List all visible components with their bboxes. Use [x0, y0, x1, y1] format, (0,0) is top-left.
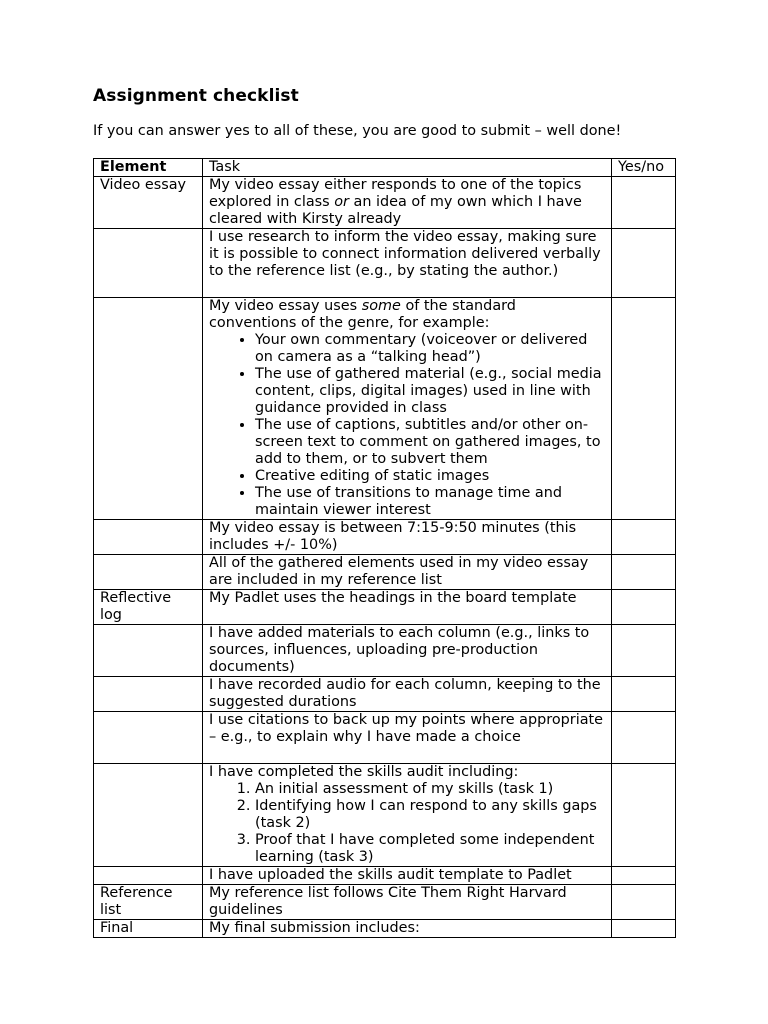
- table-row: [94, 298, 676, 520]
- document-title: Assignment checklist: [93, 86, 299, 106]
- task-cell: I have uploaded the skills audit template to Padlet: [203, 867, 612, 885]
- yesno-cell: [612, 677, 676, 712]
- list-item: • Your own commentary (voiceover or delivered on camera as a “talking head”): [255, 332, 605, 366]
- list-item: 3. Proof that I have completed some independent learning (task 3): [255, 832, 605, 866]
- element-cell: [94, 677, 203, 712]
- table-row: [94, 555, 676, 590]
- task-cell: [203, 764, 612, 867]
- task-cell: I use citations to back up my points where appropriate – e.g., to explain why I have made a choice: [203, 712, 612, 764]
- table-row: [94, 229, 676, 298]
- list-item: • Creative editing of static images: [255, 468, 605, 485]
- yesno-cell: [612, 625, 676, 677]
- task-text: My video essay uses: [209, 298, 362, 314]
- yesno-cell: [612, 764, 676, 867]
- element-cell: [94, 520, 203, 555]
- table-row: [94, 885, 676, 920]
- element-cell: [94, 764, 203, 867]
- table-header-row: [94, 159, 676, 177]
- task-text: of the standard conventions of the genre, for example:: [209, 298, 516, 331]
- list-item: • The use of transitions to manage time and maintain viewer interest: [255, 485, 605, 519]
- table-row: [94, 177, 676, 229]
- yesno-cell: [612, 555, 676, 590]
- header-yesno: Yes/no: [612, 159, 676, 177]
- yesno-cell: [612, 177, 676, 229]
- task-cell: [203, 298, 612, 520]
- element-cell: Reflective log: [94, 590, 203, 625]
- task-text: I have completed the skills audit including:: [209, 764, 519, 780]
- yesno-cell: [612, 712, 676, 764]
- element-cell: Reference list: [94, 885, 203, 920]
- element-cell: [94, 625, 203, 677]
- element-cell: Video essay: [94, 177, 203, 229]
- checklist-table: [93, 158, 676, 938]
- yesno-cell: [612, 298, 676, 520]
- yesno-cell: [612, 920, 676, 938]
- task-cell: I use research to inform the video essay, making sure it is possible to connect information delivered verbally to the reference list (e.g., by stating the author.): [203, 229, 612, 298]
- task-text: My video essay either responds to one of the topics explored in class: [209, 177, 582, 210]
- list-item: • The use of gathered material (e.g., social media content, clips, digital images) used in line with guidance provided in class: [255, 366, 605, 417]
- task-cell: I have added materials to each column (e.g., links to sources, influences, uploading pre-production documents): [203, 625, 612, 677]
- yesno-cell: [612, 229, 676, 298]
- task-cell: My final submission includes:: [203, 920, 612, 938]
- task-cell: I have recorded audio for each column, keeping to the suggested durations: [203, 677, 612, 712]
- task-emphasis: some: [361, 298, 401, 314]
- header-element: Element: [94, 159, 203, 177]
- element-cell: [94, 555, 203, 590]
- element-cell: [94, 229, 203, 298]
- task-cell: My Padlet uses the headings in the board template: [203, 590, 612, 625]
- table-row: [94, 590, 676, 625]
- task-text: an idea of my own which I have cleared with Kirsty already: [209, 194, 582, 227]
- list-item: • The use of captions, subtitles and/or other on-screen text to comment on gathered images, to add to them, or to subvert them: [255, 417, 605, 468]
- task-cell: My video essay is between 7:15-9:50 minutes (this includes +/- 10%): [203, 520, 612, 555]
- list-item: 2. Identifying how I can respond to any skills gaps (task 2): [255, 798, 605, 832]
- task-cell: All of the gathered elements used in my video essay are included in my reference list: [203, 555, 612, 590]
- intro-text: If you can answer yes to all of these, you are good to submit – well done!: [93, 123, 622, 139]
- skills-audit-list: [209, 781, 605, 866]
- table-row: [94, 625, 676, 677]
- task-cell: [203, 177, 612, 229]
- table-row: [94, 920, 676, 938]
- yesno-cell: [612, 520, 676, 555]
- element-cell: Final: [94, 920, 203, 938]
- yesno-cell: [612, 867, 676, 885]
- element-cell: [94, 298, 203, 520]
- table-row: [94, 677, 676, 712]
- yesno-cell: [612, 885, 676, 920]
- header-task: Task: [203, 159, 612, 177]
- task-emphasis: or: [334, 194, 349, 210]
- table-row: [94, 764, 676, 867]
- table-row: [94, 712, 676, 764]
- table-row: [94, 520, 676, 555]
- conventions-list: [209, 332, 605, 519]
- element-cell: [94, 712, 203, 764]
- element-cell: [94, 867, 203, 885]
- task-cell: My reference list follows Cite Them Right Harvard guidelines: [203, 885, 612, 920]
- yesno-cell: [612, 590, 676, 625]
- table-row: [94, 867, 676, 885]
- list-item: 1. An initial assessment of my skills (task 1): [255, 781, 605, 798]
